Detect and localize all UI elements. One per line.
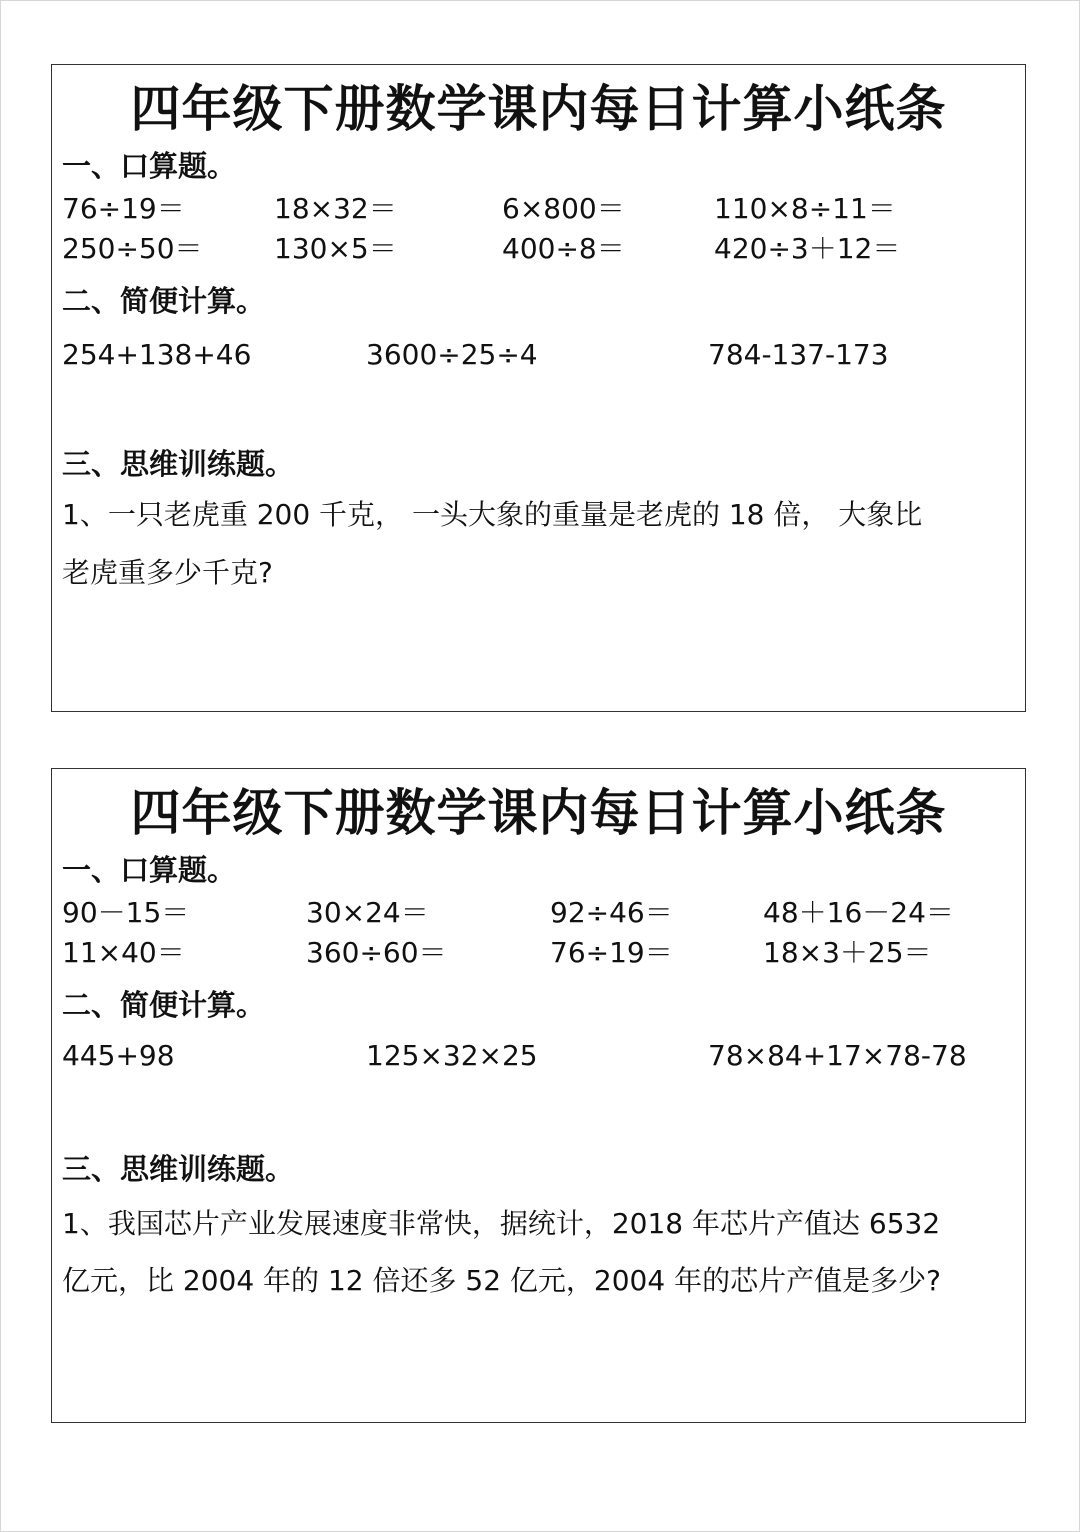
oral-problem: 92÷46＝: [550, 896, 673, 929]
oral-problem: 76÷19＝: [62, 192, 185, 225]
thinking-section-heading: 三、思维训练题。: [62, 1152, 295, 1186]
oral-problem: 30×24＝: [306, 896, 429, 929]
word-problem-line: 1、我国芯片产业发展速度非常快，据统计，2018 年芯片产值达 6532: [62, 1207, 941, 1240]
worksheet-title: 四年级下册数学课内每日计算小纸条: [130, 784, 947, 842]
oral-problem: 360÷60＝: [306, 936, 447, 969]
oral-problem: 76÷19＝: [550, 936, 673, 969]
simplify-problem: 78×84+17×78-78: [708, 1039, 967, 1072]
oral-problem: 18×3＋25＝: [763, 936, 932, 969]
worksheet-title: 四年级下册数学课内每日计算小纸条: [130, 80, 947, 138]
worksheet-card-2: [51, 768, 1026, 1423]
simplify-section-heading: 二、简便计算。: [62, 284, 266, 318]
simplify-problem: 3600÷25÷4: [366, 338, 538, 371]
word-problem-line: 1、一只老虎重 200 千克， 一头大象的重量是老虎的 18 倍， 大象比: [62, 498, 923, 531]
oral-problem: 48＋16－24＝: [763, 896, 954, 929]
word-problem-line: 老虎重多少千克?: [62, 556, 273, 589]
worksheet-card-1: [51, 64, 1026, 712]
oral-problem: 18×32＝: [274, 192, 397, 225]
oral-problem: 90－15＝: [62, 896, 190, 929]
oral-section-heading: 一、口算题。: [62, 149, 237, 183]
thinking-section-heading: 三、思维训练题。: [62, 447, 295, 481]
oral-problem: 110×8÷11＝: [714, 192, 896, 225]
simplify-problem: 254+138+46: [62, 338, 252, 371]
simplify-problem: 445+98: [62, 1039, 175, 1072]
word-problem-line: 亿元，比 2004 年的 12 倍还多 52 亿元，2004 年的芯片产值是多少?: [62, 1264, 941, 1297]
simplify-section-heading: 二、简便计算。: [62, 988, 266, 1022]
simplify-problem: 784-137-173: [708, 338, 889, 371]
oral-section-heading: 一、口算题。: [62, 853, 237, 887]
oral-problem: 400÷8＝: [502, 232, 625, 265]
oral-problem: 6×800＝: [502, 192, 625, 225]
simplify-problem: 125×32×25: [366, 1039, 538, 1072]
oral-problem: 130×5＝: [274, 232, 397, 265]
oral-problem: 420÷3＋12＝: [714, 232, 901, 265]
oral-problem: 250÷50＝: [62, 232, 203, 265]
oral-problem: 11×40＝: [62, 936, 185, 969]
